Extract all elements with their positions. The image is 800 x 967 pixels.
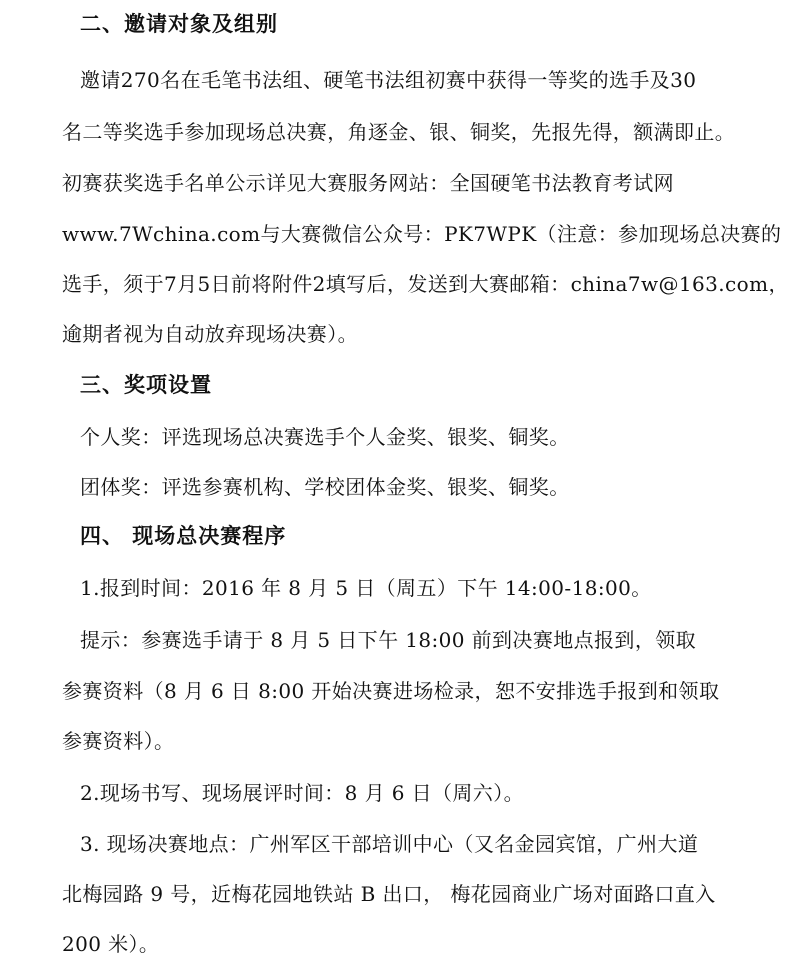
section-heading-invitation: 二、邀请对象及组别 <box>80 12 278 36</box>
paragraph-line: 逾期者视为自动放弃现场决赛）。 <box>62 322 358 346</box>
paragraph-line: www.7Wchina.com与大赛微信公众号：PK7WPK（注意：参加现场总决赛的 <box>62 222 782 246</box>
paragraph-line: 邀请270名在毛笔书法组、硬笔书法组初赛中获得一等奖的选手及30 <box>80 68 697 92</box>
paragraph-line: 初赛获奖选手名单公示详见大赛服务网站：全国硬笔书法教育考试网 <box>62 171 674 195</box>
writing-time-line: 2.现场书写、现场展评时间：8 月 6 日（周六）。 <box>80 781 525 805</box>
venue-line: 200 米）。 <box>62 932 160 956</box>
tip-line: 提示：参赛选手请于 8 月 5 日下午 18:00 前到决赛地点报到，领取 <box>80 628 697 652</box>
paragraph-line: 名二等奖选手参加现场总决赛，角逐金、银、铜奖，先报先得，额满即止。 <box>62 120 736 144</box>
team-award-line: 团体奖：评选参赛机构、学校团体金奖、银奖、铜奖。 <box>80 475 570 499</box>
section-heading-procedure: 四、 现场总决赛程序 <box>80 524 287 548</box>
individual-award-line: 个人奖：评选现场总决赛选手个人金奖、银奖、铜奖。 <box>80 425 570 449</box>
venue-line: 北梅园路 9 号，近梅花园地铁站 B 出口， 梅花园商业广场对面路口直入 <box>62 882 716 906</box>
registration-time-line: 1.报到时间：2016 年 8 月 5 日（周五）下午 14:00-18:00。 <box>80 576 652 600</box>
tip-line: 参赛资料）。 <box>62 729 175 753</box>
venue-line: 3. 现场决赛地点：广州军区干部培训中心（又名金园宾馆，广州大道 <box>80 832 699 856</box>
paragraph-line: 选手，须于7月5日前将附件2填写后，发送到大赛邮箱：china7w@163.com， <box>62 272 789 296</box>
tip-line: 参赛资料（8 月 6 日 8:00 开始决赛进场检录，恕不安排选手报到和领取 <box>62 679 720 703</box>
section-heading-awards: 三、奖项设置 <box>80 373 212 397</box>
